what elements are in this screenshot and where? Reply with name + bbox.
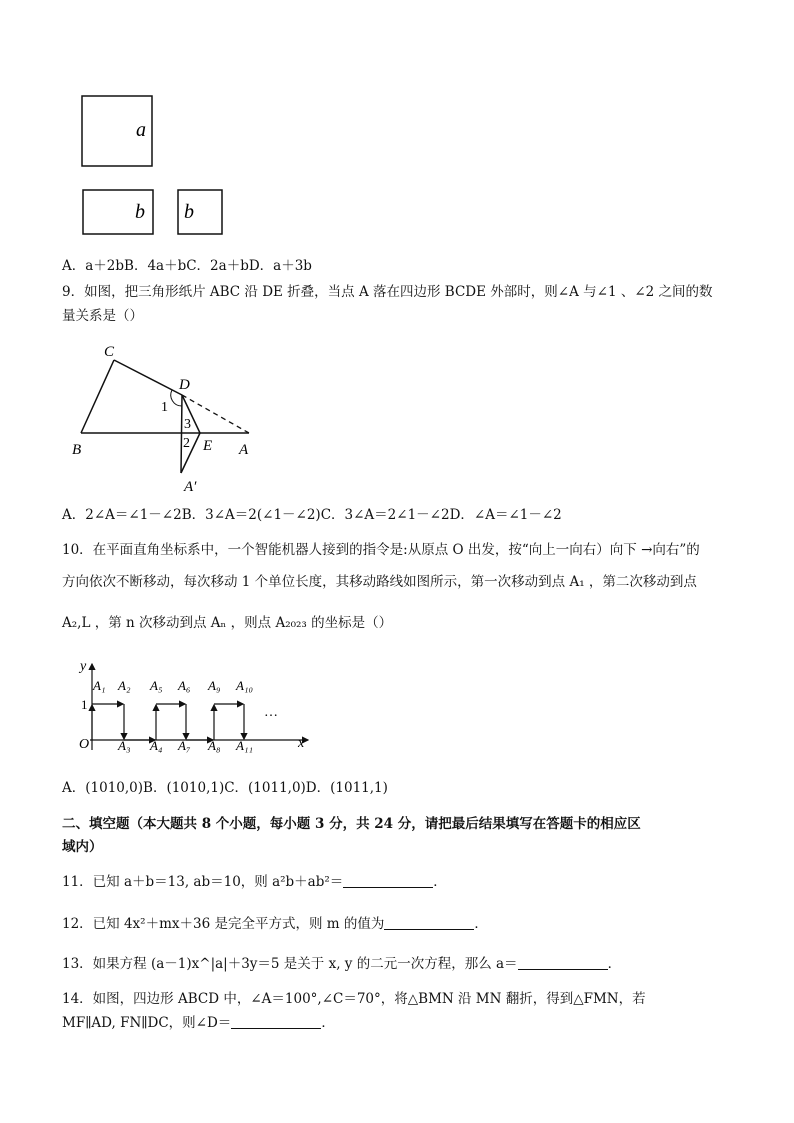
q11	[62, 873, 447, 891]
label-A3: A₃	[118, 738, 131, 753]
label-A5: A₅	[150, 678, 163, 693]
square-a-label: a	[136, 119, 146, 141]
edge-CD	[114, 360, 182, 395]
q12-end: ．	[474, 916, 488, 932]
q10-stem-line1: 10．在平面直角坐标系中，一个智能机器人接到的指令是:从原点 O 出发，按“向上一向右）向下 →向右”的	[62, 542, 700, 558]
edge-BC	[81, 360, 114, 433]
q11-text: 11．已知 a＋b＝13, ab＝10，则 a²b＋ab²＝	[62, 874, 344, 890]
q10-stem-line2: 方向依次不断移动，每次移动 1 个单位长度，其移动路线如图所示，第一次移动到点 A₁ ，第二次移动到点	[62, 574, 697, 590]
q14-text: MF∥AD, FN∥DC，则∠D＝	[62, 1015, 232, 1031]
label-A-prime: A′	[184, 479, 197, 495]
robot-path	[92, 704, 244, 740]
label-A11: A₁₁	[236, 738, 253, 753]
label-A4: A₄	[150, 738, 163, 753]
label-3: 3	[184, 417, 191, 432]
label-A2: A₂	[118, 678, 131, 693]
q8-squares-figure	[78, 92, 238, 242]
y-axis-label: y	[80, 659, 87, 674]
label-1: 1	[161, 400, 168, 415]
label-2: 2	[183, 436, 190, 451]
q12-answer-blank[interactable]	[384, 915, 474, 930]
label-A9: A₉	[208, 678, 221, 693]
q9-stem-line2: 量关系是（）	[62, 308, 143, 324]
label-D: D	[179, 377, 190, 393]
square-b-label: b	[184, 201, 194, 223]
label-E: E	[203, 438, 213, 454]
q9-triangle-figure	[64, 336, 264, 498]
rect-b-label: b	[135, 201, 145, 223]
ellipsis: …	[264, 705, 278, 720]
label-A7: A₇	[178, 738, 191, 753]
origin-label: O	[79, 737, 90, 752]
label-A1: A₁	[93, 678, 106, 693]
q10-options: A．(1010,0)B．(1010,1)C．(1011,0)D．(1011,1)	[62, 780, 388, 796]
section2-heading-line1: 二、填空题（本大题共 8 个小题，每小题 3 分，共 24 分，请把最后结果填写在答题卡的相应区	[62, 816, 641, 832]
tick-1-label: 1	[81, 697, 88, 712]
q10-path-figure	[72, 654, 322, 754]
dashed-DA	[182, 395, 249, 433]
label-A6: A₆	[178, 678, 191, 693]
section2-heading-line2: 域内）	[62, 839, 103, 855]
q13-answer-blank[interactable]	[518, 955, 608, 970]
q8-options: A．a＋2bB．4a＋bC．2a＋bD．a＋3b	[62, 258, 312, 274]
label-A8: A₈	[208, 738, 221, 753]
edge-DA-prime	[181, 395, 182, 473]
q14-line2	[62, 1014, 335, 1032]
q14-end: ．	[321, 1015, 335, 1031]
q11-end: ．	[433, 874, 447, 890]
q14-line1: 14．如图，四边形 ABCD 中，∠A＝100°,∠C＝70°，将△BMN 沿 MN 翻折，得到△FMN，若	[62, 991, 646, 1007]
label-C: C	[104, 344, 115, 360]
label-A: A	[239, 442, 249, 458]
x-axis-label: x	[298, 736, 305, 751]
label-B: B	[72, 442, 82, 458]
q10-stem-line3: A₂,L ，第 n 次移动到点 Aₙ ，则点 A₂₀₂₃ 的坐标是（）	[62, 615, 393, 631]
q11-answer-blank[interactable]	[343, 873, 433, 888]
q13-text: 13．如果方程 (a－1)x^|a|＋3y＝5 是关于 x, y 的二元一次方程，那么 a＝	[62, 956, 518, 972]
q9-stem-line1: 9．如图，把三角形纸片 ABC 沿 DE 折叠，当点 A 落在四边形 BCDE 外部时，则∠A 与∠1 、∠2 之间的数	[62, 284, 713, 300]
q12	[62, 915, 488, 933]
q12-text: 12．已知 4x²＋mx＋36 是完全平方式，则 m 的值为	[62, 916, 385, 932]
label-A10: A₁₀	[236, 678, 253, 693]
q13-end: ．	[607, 956, 622, 972]
q13	[62, 955, 621, 973]
q14-answer-blank[interactable]	[231, 1014, 321, 1029]
q9-options: A．2∠A＝∠1－∠2B．3∠A＝2(∠1－∠2)C．3∠A＝2∠1－∠2D．∠A＝∠1－∠2	[62, 507, 562, 523]
